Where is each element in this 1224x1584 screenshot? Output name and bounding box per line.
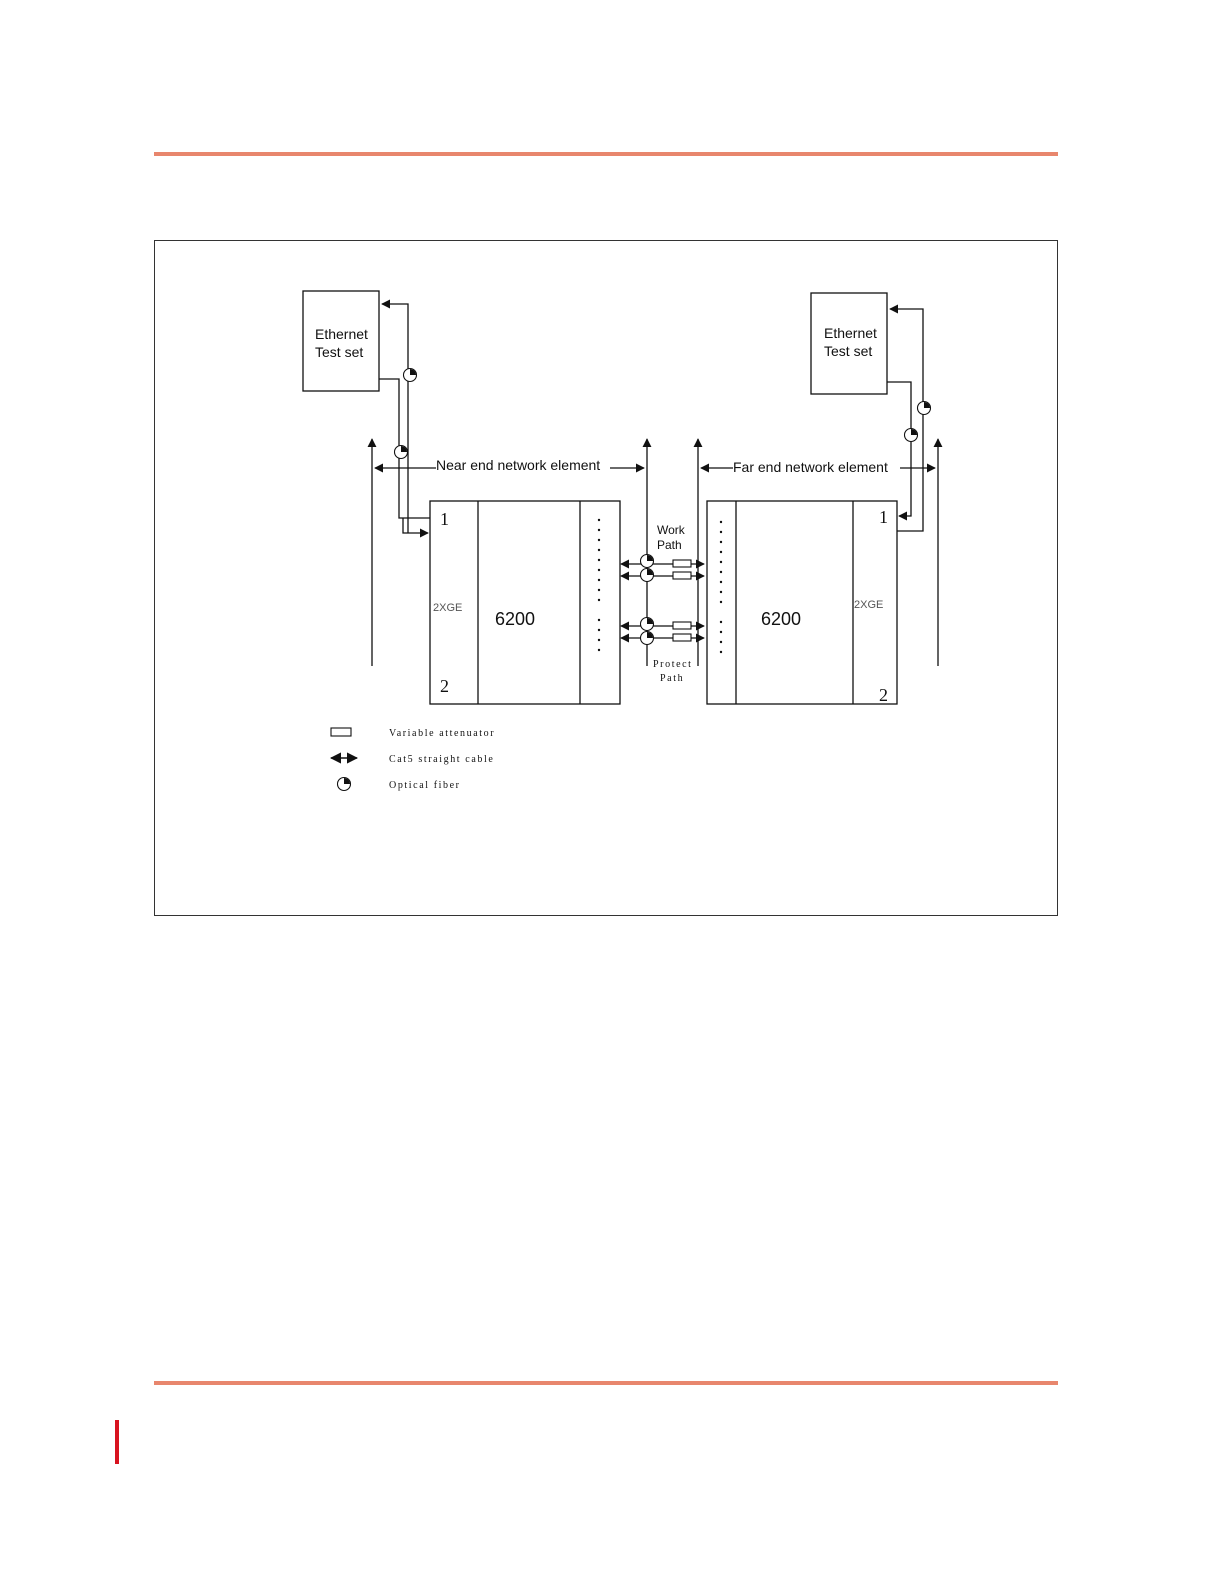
- margin-change-bar: [115, 1420, 119, 1464]
- near-port-2: 2: [440, 676, 449, 696]
- far-port-2: 2: [879, 685, 888, 705]
- variable-attenuator-icon: [673, 560, 691, 641]
- network-test-diagram: [155, 241, 1057, 915]
- work-path-label-line2: Path: [657, 538, 682, 552]
- variable-attenuator-icon: [331, 728, 351, 736]
- near-card-label: 2XGE: [433, 602, 463, 614]
- legend-label-fiber: Optical fiber: [389, 780, 461, 791]
- legend-label-attenuator: Variable attenuator: [389, 728, 496, 739]
- footer-rule: [154, 1381, 1058, 1385]
- header-rule: [154, 152, 1058, 156]
- near-test-set-label-line2: Test set: [315, 344, 364, 360]
- figure-frame: [154, 240, 1058, 916]
- work-path-label-line1: Work: [657, 523, 685, 537]
- near-test-set-label-line1: Ethernet: [315, 326, 368, 342]
- far-port-1: 1: [879, 507, 888, 527]
- protect-path-label-line2: Path: [660, 673, 685, 684]
- optical-fiber-icon: [395, 369, 931, 645]
- near-port-1: 1: [440, 509, 449, 529]
- far-test-set-label-line1: Ethernet: [824, 325, 877, 341]
- far-end-label: Far end network element: [733, 459, 888, 475]
- far-card-label: 2XGE: [854, 599, 884, 611]
- legend-label-cat5: Cat5 straight cable: [389, 754, 495, 765]
- near-model-label: 6200: [495, 609, 536, 629]
- optical-fiber-icon: [338, 778, 351, 791]
- far-test-set-label-line2: Test set: [824, 343, 873, 359]
- near-end-label: Near end network element: [436, 457, 601, 473]
- protect-path-label-line1: Protect: [653, 659, 693, 670]
- far-model-label: 6200: [761, 609, 802, 629]
